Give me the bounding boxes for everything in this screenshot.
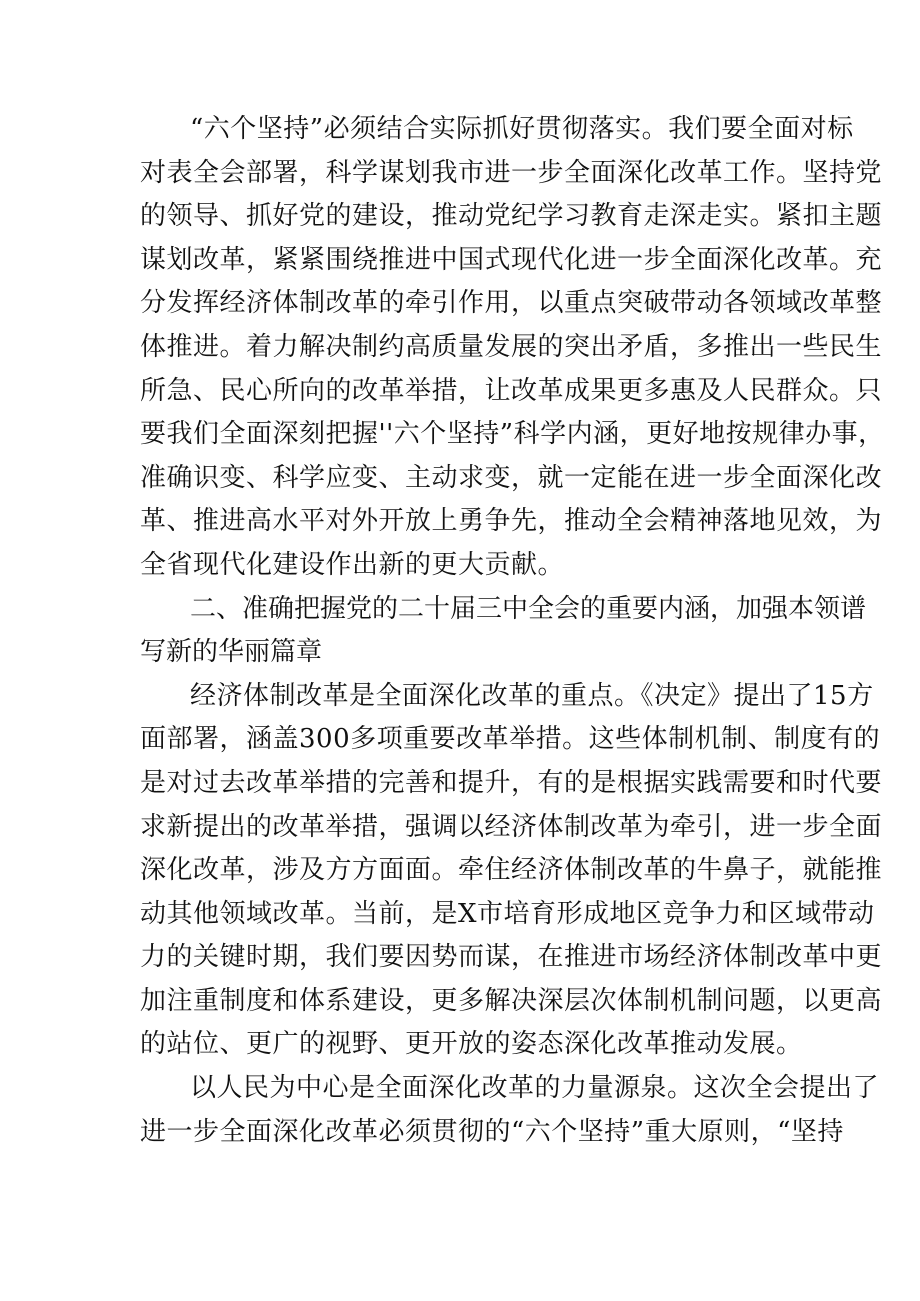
text-line: 深化改革，涉及方方面面。牵住经济体制改革的牛鼻子，就能推 <box>140 855 883 886</box>
heading-line: 写新的华丽篇章 <box>140 637 323 668</box>
text-line: “六个坚持”必须结合实际抓好贯彻落实。我们要全面对标 <box>190 114 854 144</box>
document-body <box>140 108 885 1154</box>
text-line: 动其他领域改革。当前，是X市培育形成地区竞争力和区域带动 <box>140 898 875 929</box>
text-line: 对表全会部署，科学谋划我市进一步全面深化改革工作。坚持党 <box>140 157 883 188</box>
text-line: 求新提出的改革举措，强调以经济体制改革为牵引，进一步全面 <box>140 811 883 842</box>
text-line: 所急、民心所向的改革举措，让改革成果更多惠及人民群众。只 <box>140 375 883 406</box>
text-line: 是对过去改革举措的完善和提升，有的是根据实践需要和时代要 <box>140 767 883 798</box>
text-line: 的站位、更广的视野、更开放的姿态深化改革推动发展。 <box>140 1029 803 1060</box>
text-line: 分发挥经济体制改革的牵引作用，以重点突破带动各领域改革整 <box>140 288 883 319</box>
heading-line: 二、准确把握党的二十届三中全会的重要内涵，加强本领谱 <box>190 593 867 624</box>
text-line: 准确识变、科学应变、主动求变，就一定能在进一步全面深化改 <box>140 462 883 493</box>
text-line: 以人民为中心是全面深化改革的力量源泉。这次全会提出了 <box>190 1073 880 1104</box>
text-line: 的领导、抓好党的建设，推动党纪学习教育走深走实。紧扣主题 <box>140 201 883 232</box>
text-line: 面部署，涵盖300多项重要改革举措。这些体制机制、制度有的 <box>140 724 881 755</box>
paragraph-people-centered <box>140 1067 880 1154</box>
text-line: 谋划改革，紧紧围绕推进中国式现代化进一步全面深化改革。充 <box>140 244 883 275</box>
paragraph-economic-reform <box>140 675 883 1067</box>
text-line: 全省现代化建设作出新的更大贡献。 <box>140 549 565 580</box>
text-line: 经济体制改革是全面深化改革的重点。《决定》提出了15方 <box>190 680 874 711</box>
text-line: 力的关键时期，我们要因势而谋，在推进市场经济体制改革中更 <box>140 942 883 973</box>
text-line: 革、推进高水平对外开放上勇争先，推动全会精神落地见效，为 <box>140 506 883 537</box>
text-line: 进一步全面深化改革必须贯彻的“六个坚持”重大原则，“坚持 <box>140 1116 844 1147</box>
text-line: 要我们全面深刻把握''六个坚持”科学内涵，更好地按规律办事， <box>140 419 885 450</box>
text-line: 加注重制度和体系建设，更多解决深层次体制机制问题，以更高 <box>140 985 883 1016</box>
text-line: 体推进。着力解决制约高质量发展的突出矛盾，多推出一些民生 <box>140 331 883 362</box>
section-heading <box>140 588 867 675</box>
paragraph-six-principles <box>140 108 885 588</box>
